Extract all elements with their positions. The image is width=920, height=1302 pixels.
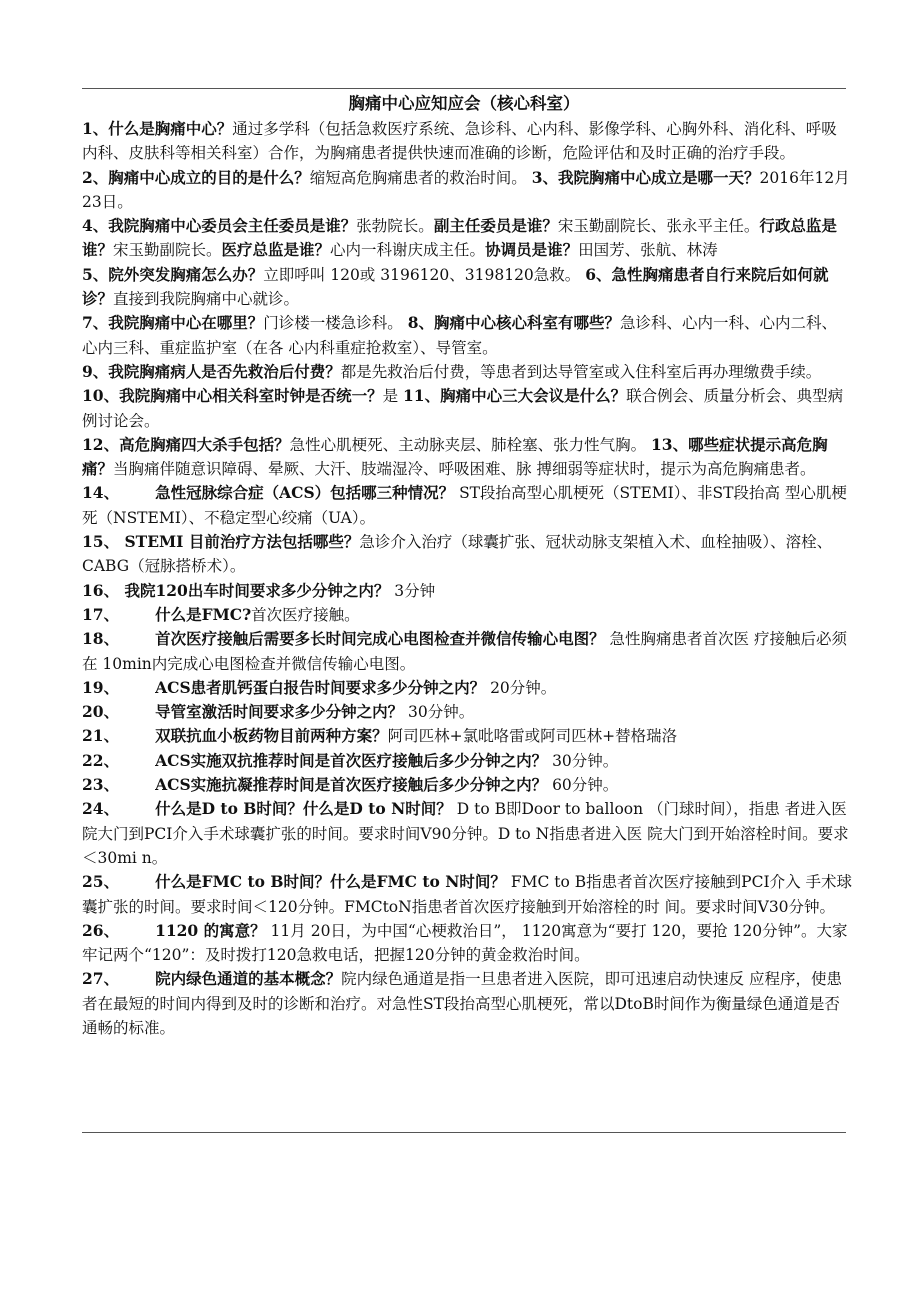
answer-text: 联合例会、质量分析会、典型病例讨论会。 xyxy=(82,387,844,430)
question-text: 院内绿色通道的基本概念？ xyxy=(155,969,342,989)
question-text: 10、我院胸痛中心相关科室时钟是否统一？ xyxy=(82,386,383,406)
qa-item xyxy=(82,797,852,870)
question-text: 1120 的寓意？ xyxy=(155,920,266,940)
answer-text: 宋玉勤副院长。 xyxy=(113,241,222,260)
answer-text: 当胸痛伴随意识障碍、晕厥、大汗、肢端湿冷、呼吸困难、脉 搏细弱等症状时，提示为高危胸痛患者。 xyxy=(113,460,816,479)
answer-text: 院内绿色通道是指一旦患者进入医院，即可迅速启动快速反 应程序，使患者在最短的时间内得到及时的诊断和治疗。对急性ST段抬高型心肌梗死，常以DtoB时间作为衡量绿色通道是否通畅的标准。 xyxy=(82,970,843,1037)
question-text: ACS实施双抗推荐时间是首次医疗接触后多少分钟之内？ xyxy=(155,750,548,770)
answer-text: 急诊科、心内一科、心内二科、心内三科、重症监护室（在各 心内科重症抢救室）、导管室。 xyxy=(82,314,838,357)
item-number: 18、 xyxy=(82,629,120,649)
qa-item xyxy=(82,384,852,433)
qa-item xyxy=(82,967,852,1040)
answer-text: 张勃院长。 xyxy=(356,217,434,236)
item-number: 27、 xyxy=(82,969,120,989)
question-text: 11、胸痛中心三大会议是什么？ xyxy=(403,386,627,406)
question-text: 什么是FMC? xyxy=(155,604,252,624)
item-number: 20、 xyxy=(82,702,120,722)
question-text: 双联抗血小板药物目前两种方案？ xyxy=(155,726,388,746)
question-text: 5、院外突发胸痛怎么办？ xyxy=(82,264,264,284)
question-text: 6、急性胸痛患者自行来院后如何就诊？ xyxy=(82,264,829,309)
answer-text: 田国芳、张航、林涛 xyxy=(578,241,718,260)
item-number: 21、 xyxy=(82,726,120,746)
question-text: 行政总监是谁？ xyxy=(82,216,837,260)
item-number: 14、 xyxy=(82,483,120,503)
question-text: 13、哪些症状提示高危胸痛？ xyxy=(82,434,828,479)
answer-text: 门诊楼一楼急诊科。 xyxy=(263,314,408,333)
question-text: 什么是FMC to B时间？什么是FMC to N时间？ xyxy=(155,872,506,892)
item-number: 25、 xyxy=(82,872,120,892)
answer-text: 阿司匹林+氯吡咯雷或阿司匹林+替格瑞洛 xyxy=(387,727,678,746)
question-text: 什么是D to B时间？什么是D to N时间？ xyxy=(155,799,452,819)
qa-item xyxy=(82,603,852,627)
answer-text: 急性心肌梗死、主动脉夹层、肺栓塞、张力性气胸。 xyxy=(289,435,652,454)
answer-text: ST段抬高型心肌梗死（STEMI）、非ST段抬高 型心肌梗死（NSTEMI）、不稳定型心绞痛（UA）。 xyxy=(82,484,847,527)
qa-item xyxy=(82,700,852,724)
question-text: 9、我院胸痛病人是否先救治后付费？ xyxy=(82,361,341,381)
qa-item xyxy=(82,481,852,530)
answer-text: 急诊介入治疗（球囊扩张、冠状动脉支架植入术、血栓抽吸）、溶栓、CABG（冠脉搭桥术）。 xyxy=(82,533,833,576)
qa-item xyxy=(82,749,852,773)
qa-item xyxy=(82,773,852,797)
qa-item xyxy=(82,676,852,700)
answer-text: 都是先救治后付费，等患者到达导管室或入住科室后再办理缴费手续。 xyxy=(340,362,822,381)
qa-item xyxy=(82,311,852,360)
answer-text: 30分钟。 xyxy=(403,703,475,722)
qa-item xyxy=(82,919,852,968)
item-number: 24、 xyxy=(82,799,120,819)
qa-item xyxy=(82,579,852,603)
answer-text: 3分钟 xyxy=(389,581,436,600)
qa-item xyxy=(82,166,852,215)
qa-item xyxy=(82,433,852,482)
answer-text: 宋玉勤副院长、张永平主任。 xyxy=(557,217,760,236)
item-number: 23、 xyxy=(82,775,120,795)
qa-item xyxy=(82,360,852,384)
qa-item xyxy=(82,117,852,166)
question-text: 首次医疗接触后需要多长时间完成心电图检查并微信传输心电图？ xyxy=(155,629,605,649)
answer-text: 立即呼叫 120或 3196120、3198120急救。 xyxy=(263,265,586,284)
answer-text: 11月 20日，为中国“心梗救治日”， 1120寓意为“要打 120，要抢 120分钟”。大家牢记两个“120”：及时拨打120急救电话，把握120分钟的黄金救治时间。 xyxy=(82,921,848,965)
answer-text: 2016年12月23日。 xyxy=(82,168,850,211)
question-text: 4、我院胸痛中心委员会主任委员是谁？ xyxy=(82,216,357,236)
qa-item xyxy=(82,263,852,312)
question-text: ACS实施抗凝推荐时间是首次医疗接触后多少分钟之内？ xyxy=(155,775,548,795)
answer-text: 心内一科谢庆成主任。 xyxy=(330,241,486,260)
answer-text: 通过多学科（包括急救医疗系统、急诊科、心内科、影像学科、心胸外科、消化科、呼吸内科、皮肤科等相关科室）合作，为胸痛患者提供快速而准确的诊断，危险评估和及时正确的治疗手段。 xyxy=(82,120,837,163)
answer-text: 首次医疗接触。 xyxy=(251,605,360,624)
question-text: 协调员是谁？ xyxy=(485,240,579,260)
question-text: 急性冠脉综合症（ACS）包括哪三种情况？ xyxy=(155,483,455,503)
question-text: 8、胸痛中心核心科室有哪些？ xyxy=(407,313,621,333)
answer-text: 缩短高危胸痛患者的救治时间。 xyxy=(309,168,532,187)
item-number: 26、 xyxy=(82,920,120,940)
qa-item xyxy=(82,627,852,676)
question-text: 1、什么是胸痛中心？ xyxy=(82,119,233,138)
qa-item xyxy=(82,870,852,919)
answer-text: 60分钟。 xyxy=(547,776,619,795)
top-rule xyxy=(82,88,846,89)
question-text: STEMI 目前治疗方法包括哪些？ xyxy=(124,532,360,552)
answer-text: 是 xyxy=(382,387,404,406)
page-title: 胸痛中心应知应会（核心科室） xyxy=(348,94,580,113)
item-number: 22、 xyxy=(82,750,120,770)
qa-list xyxy=(82,117,852,1040)
answer-text: D to B即Door to balloon （门球时间），指患 者进入医院大门到PCI介入手术球囊扩张的时间。要求时间V90分钟。D to N指患者进入医 院大门到开始溶栓时间。要求＜30mi n。 xyxy=(82,800,849,867)
answer-text: 急性胸痛患者首次医 疗接触后必须在 10min内完成心电图检查并微信传输心电图。 xyxy=(82,630,847,673)
qa-item xyxy=(82,530,852,579)
qa-item xyxy=(82,724,852,748)
question-text: 副主任委员是谁？ xyxy=(433,216,558,236)
item-number: 16、 xyxy=(82,580,125,600)
question-text: 医疗总监是谁？ xyxy=(221,240,331,260)
question-text: 3、我院胸痛中心成立是哪一天？ xyxy=(531,167,760,187)
item-number: 15、 xyxy=(82,532,125,552)
answer-text: 30分钟。 xyxy=(547,751,619,770)
question-text: ACS患者肌钙蛋白报告时间要求多少分钟之内？ xyxy=(155,677,486,697)
question-text: 2、胸痛中心成立的目的是什么？ xyxy=(82,167,310,187)
question-text: 我院120出车时间要求多少分钟之内？ xyxy=(124,580,390,600)
question-text: 12、高危胸痛四大杀手包括？ xyxy=(82,434,290,454)
item-number: 17、 xyxy=(82,604,120,624)
question-text: 7、我院胸痛中心在哪里？ xyxy=(82,313,264,333)
answer-text: 20分钟。 xyxy=(485,678,557,697)
bottom-rule xyxy=(82,1132,846,1133)
qa-item xyxy=(82,214,852,263)
answer-text: 直接到我院胸痛中心就诊。 xyxy=(113,290,300,309)
question-text: 导管室激活时间要求多少分钟之内？ xyxy=(155,702,404,722)
item-number: 19、 xyxy=(82,677,120,697)
answer-text: FMC to B指患者首次医疗接触到PCI介入 手术球囊扩张的时间。要求时间＜120分钟。FMCtoN指患者首次医疗接触到开始溶栓的时 间。要求时间V30分钟。 xyxy=(82,873,852,916)
